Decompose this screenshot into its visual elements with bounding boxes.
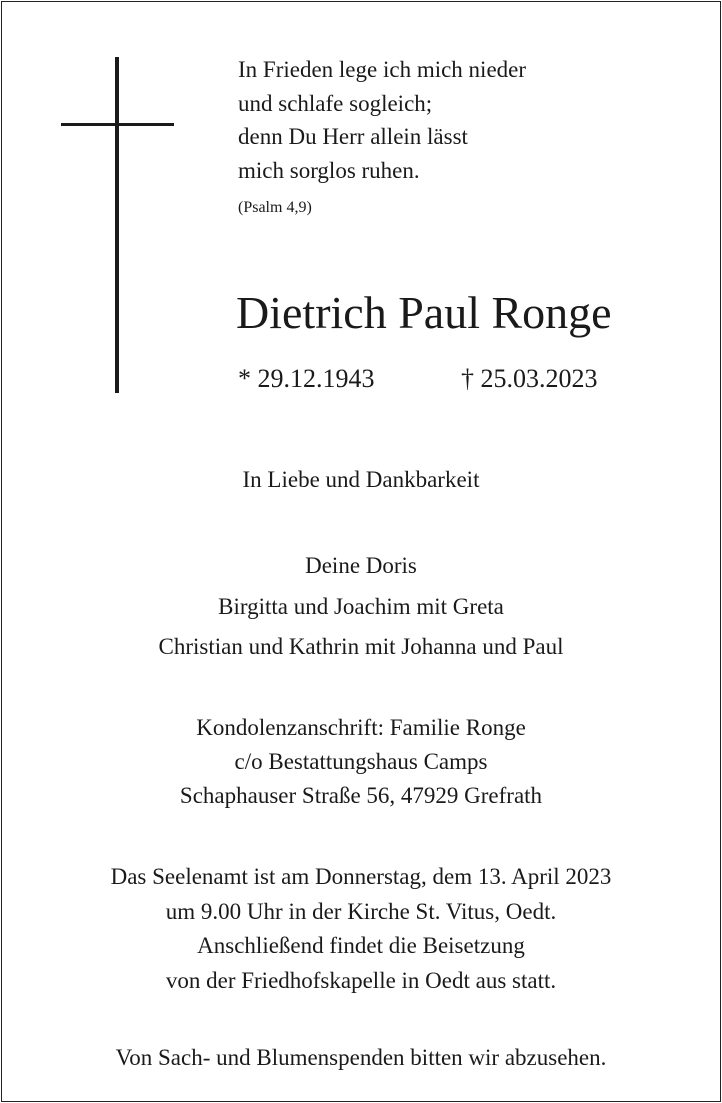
- verse-line: In Frieden lege ich mich nieder: [238, 57, 527, 82]
- cross-horizontal-bar: [61, 123, 174, 126]
- service-info: [0, 860, 722, 998]
- mourner-line: Birgitta und Joachim mit Greta: [218, 593, 504, 619]
- address-line: Schaphauser Straße 56, 47929 Grefrath: [179, 783, 543, 808]
- verse-line: und schlafe sogleich;: [238, 90, 433, 116]
- verse-line: denn Du Herr allein lässt: [238, 124, 468, 149]
- service-line: Anschließend findet die Beisetzung: [197, 933, 525, 958]
- dedication: In Liebe und Dankbarkeit: [242, 467, 480, 492]
- address-line: c/o Bestattungshaus Camps: [234, 749, 488, 774]
- cross-vertical-bar: [115, 57, 119, 393]
- condolence-address: [0, 711, 722, 813]
- service-line: Das Seelenamt ist am Donnerstag, dem 13. April 2023: [110, 864, 612, 889]
- address-line: Kondolenzanschrift: Familie Ronge: [196, 715, 526, 740]
- birth-date: * 29.12.1943: [238, 364, 375, 393]
- bible-verse: [238, 53, 526, 187]
- mourners-list: [0, 546, 722, 668]
- closing-note: Von Sach- und Blumenspenden bitten wir abzusehen.: [115, 1045, 607, 1070]
- verse-line: mich sorglos ruhen.: [238, 157, 420, 183]
- mourner-line: Christian und Kathrin mit Johanna und Paul: [158, 634, 564, 659]
- service-line: von der Friedhofskapelle in Oedt aus statt.: [165, 967, 557, 993]
- death-date: † 25.03.2023: [461, 364, 598, 393]
- verse-source: (Psalm 4,9): [238, 199, 312, 216]
- service-line: um 9.00 Uhr in der Kirche St. Vitus, Oedt.: [165, 898, 557, 924]
- deceased-name: Dietrich Paul Ronge: [236, 287, 612, 338]
- mourner-line: Deine Doris: [305, 553, 417, 578]
